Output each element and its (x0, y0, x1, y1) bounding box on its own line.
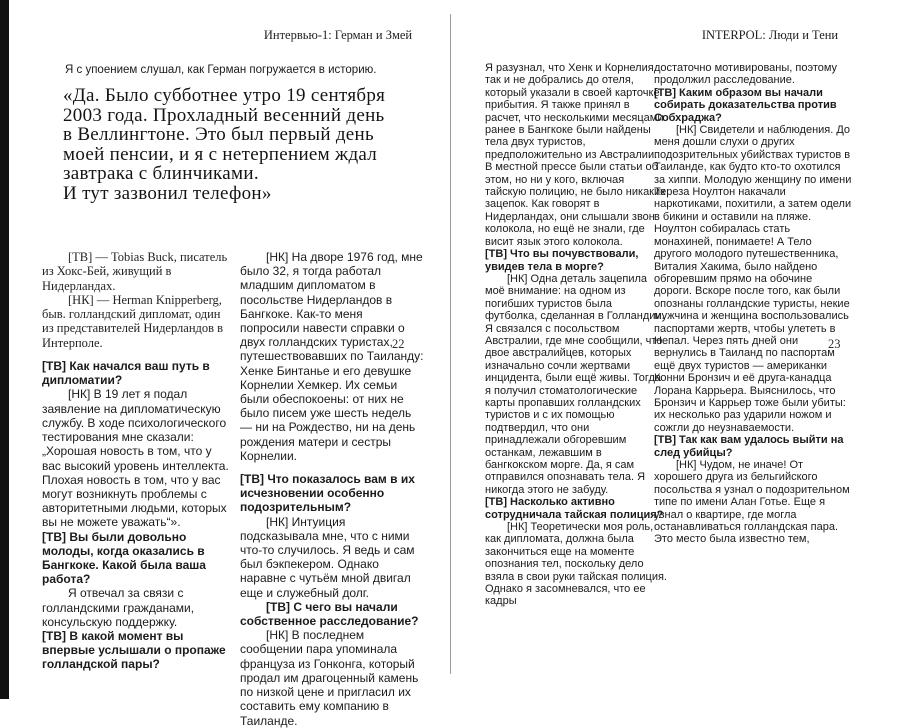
page-number-right: 23 (828, 337, 841, 351)
interview-answer: [НК] На дворе 1976 год, мне было 32, я тогда работал младшим дипломатом в посольстве Нидерландов в Бангкоке. Как-то меня попросили навести справки о двух голландских туристах, путешествовавших по Таиланду: Хенке Бинтанье и его девушке Корнелии Хемкер. Их семьи были обеспокоены: от них не было писем уже шесть недель — ни на Рождество, ни на день рождения матери и сестры Корнелии. (240, 250, 424, 463)
interview-answer: [НК] Теоретически моя роль, как дипломата, должна была закончиться еще на моменте опознания тел, поскольку дело взяла в свои руки тайская полиция. Однако я засомневался, что ее кадры (485, 521, 667, 608)
interview-question: [ТВ] Так как вам удалось выйти на след убийцы? (654, 434, 844, 459)
interview-question: [ТВ] В какой момент вы впервые услышали о пропаже голландской пары? (42, 628, 226, 672)
text-column-2 (240, 250, 424, 728)
pull-quote (63, 86, 385, 203)
interview-answer: достаточно мотивированы, поэтому продолжил расследование. (654, 62, 838, 87)
text-column-4 (654, 62, 852, 546)
text-column-1 (42, 250, 232, 672)
interview-answer: [НК] Одна деталь зацепила моё внимание: на одном из погибших туристов была футболка, сделанная в Голландии. Я связался с посольством Австралии, где мне сообщили, что двое австралийцев, которых изначально сочли жертвами инцидента, были ещё живы. Тогда я получил стоматологические карты пропавших голландских туристов и с их помощью подтвердил, что они принадлежали обгоревшим останкам, лежавшим в бангкокском морге. Да, я сам отправился опознавать тела. Я никогда этого не забуду. (485, 272, 665, 496)
running-head-left: Интервью-1: Герман и Змей (263, 28, 413, 42)
interview-question: [ТВ] Как начался ваш путь в дипломатии? (42, 359, 210, 388)
interview-answer: [НК] В последнем сообщении пара упоминала француза из Гонконга, который продал им драгоценный камень по низкой цене и пригласил их составить ему компанию в Таиланде. (240, 628, 419, 728)
pull-quote-line: завтрака с блинчиками. (63, 163, 259, 184)
text-column-3 (485, 62, 667, 608)
running-head-right: INTERPOL: Люди и Тени (701, 28, 839, 42)
speaker-bio: [НК] — Herman Knipperberg, быв. голландский дипломат, один из представителей Нидерландов в Интерполе. (42, 292, 224, 350)
interview-answer: Я разузнал, что Хенк и Корнелия так и не добрались до отеля, который указали в своей карточке прибытия. Я также принял в расчет, что несколькими месяцами ранее в Бангкоке были найдены тела двух туристов, предположительно из Австралии. В местной прессе были статьи об этом, но ни у кого, включая тайскую полицию, не было никаких зацепок. Как говорят в Нидерландах, они слышали звон колокола, но ещё не знали, где висит язык этого колокола. (485, 62, 666, 248)
interview-question: [ТВ] С чего вы начали собственное расследование? (240, 599, 419, 629)
pull-quote-line: И тут зазвонил телефон» (63, 182, 272, 204)
interview-question: [ТВ] Насколько активно сотрудничала тайская полиция? (485, 496, 664, 521)
interview-answer: [НК] Чудом, не иначе! От хорошего друга из бельгийского посольства я узнал о подозрительном типе по имени Алан Готье. Еще я узнал о квартире, где могла останавливаться голландская пара. Это место была известно тем, (654, 459, 850, 546)
interview-question: [ТВ] Вы были довольно молоды, когда оказались в Бангкоке. Какой была ваша работа? (42, 529, 206, 587)
spine-divider-line (450, 14, 451, 674)
interview-answer: Я отвечал за связи с голландскими гражданами, консульскую поддержку. (42, 586, 195, 629)
lead-in-line: Я с упоением слушал, как Герман погружается в историю. (65, 64, 377, 76)
speaker-bio: [ТВ] — Tobias Buck, писатель из Хокс-Бей, живущий в Нидерландах. (42, 250, 228, 293)
interview-answer: [НК] Свидетели и наблюдения. До меня дошли слухи о других подозрительных убийствах туристов в Таиланде, как будто кто-то охотился за хиппи. Молодую женщину по имени Тереза Ноултон накачали наркотиками, похитили, а затем одели в бикини и оставили на пляже. Ноултон собиралась стать монахиней, понимаете! А Тело другого молодого путешественника, Виталия Хакима, было найдено обгоревшим прямо на обочине дороги. Вскоре после того, как были опознаны голландские туристы, некие мужчина и женщина воспользовались паспортами жертв, чтобы улететь в Непал. Через пять дней они вернулись в Таиланд по паспортам ещё двух туристов — американки Конни Бронзич и её друга-канадца Лорана Каррьера. Выяснилось, что Бронзич и Каррьер тоже были убиты: их несколько раз ударили ножом и сожгли до неузнаваемости. (654, 124, 852, 434)
pull-quote-line: моей пенсии, и я с нетерпением ждал (63, 143, 378, 165)
page-edge-bar (0, 0, 9, 699)
pull-quote-line: в Веллингтоне. Это был первый день (63, 124, 374, 145)
pull-quote-line: «Да. Было субботнее утро 19 сентября (63, 85, 386, 106)
interview-answer: [НК] Интуиция подсказывала мне, что с ними что-то случилось. Я ведь и сам был бэкпекером. Однако наравне с чутьём мной двигал еще и служебный долг. (240, 514, 415, 600)
pull-quote-line: 2003 года. Прохладный весенний день (63, 104, 385, 126)
interview-question: [ТВ] Каким образом вы начали собирать доказательства против Собхраджа? (654, 86, 837, 124)
interview-question: [ТВ] Что показалось вам в их исчезновении особенно подозрительным? (240, 472, 415, 515)
interview-question: [ТВ] Что вы почувствовали, увидев тела в морге? (485, 248, 639, 273)
interview-answer: [НК] В 19 лет я подал заявление на дипломатическую службу. В ходе психологического тестирования мне сказали: „Хорошая новость в том, что у вас высокий уровень интеллекта. Плохая новость в том, что у вас могут возникнуть проблемы с авторитетными людьми, которых вы не можете уважать“». (42, 387, 229, 530)
page-number-left: 22 (392, 337, 405, 351)
